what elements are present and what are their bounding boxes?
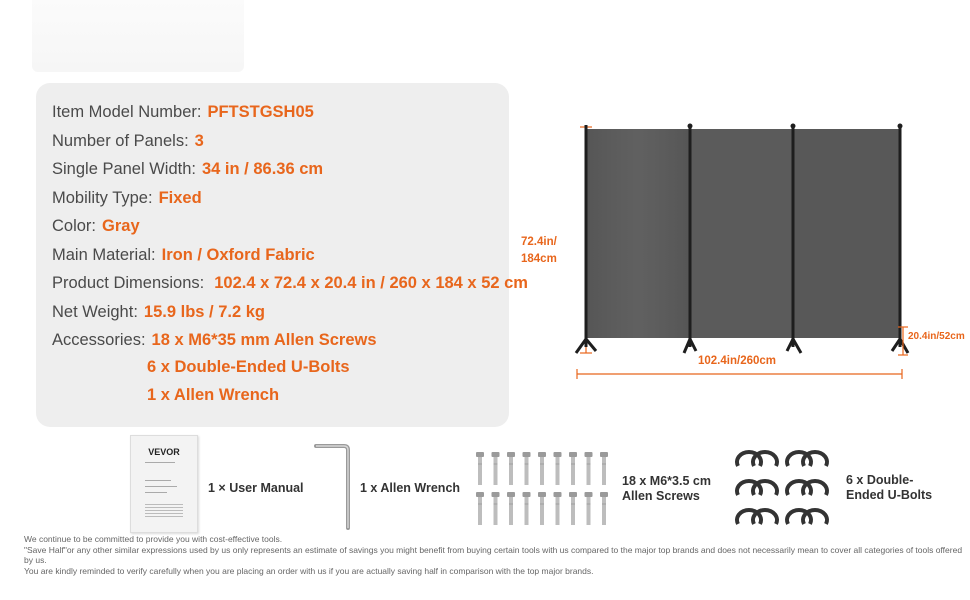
allen-screws-label: 18 x M6*3.5 cm Allen Screws <box>622 474 711 503</box>
header-logo-area <box>32 0 244 72</box>
u-bolts-label: 6 x Double- Ended U-Bolts <box>846 473 933 502</box>
spec-row-material: Main Material: Iron / Oxford Fabric <box>52 246 315 264</box>
disclaimer-line: "Save Half"or any other similar expressions used by us only represents an estimate of savings you might benefit from buying certain tools with us compared to the major top brands and does not necessarily mean to cover all categories of tools offered by us. <box>24 544 963 565</box>
user-manual-label: 1 × User Manual <box>208 481 304 495</box>
spec-row-weight: Net Weight: 15.9 lbs / 7.2 kg <box>52 303 265 321</box>
disclaimer-line: We continue to be committed to provide you with cost-effective tools. <box>24 534 283 544</box>
spec-row-panel-width: Single Panel Width: 34 in / 86.36 cm <box>52 160 324 178</box>
user-manual-image: VEVOR <box>130 435 198 533</box>
depth-dimension-label: 20.4in/52cm <box>908 331 965 342</box>
allen-wrench-icon <box>312 440 354 532</box>
spec-row-accessories: Accessories: 18 x M6*35 mm Allen Screws <box>52 331 377 349</box>
disclaimer-line: You are kindly reminded to verify carefully when you are placing an order with us if you are actually saving half in comparison with the top major brands. <box>24 565 594 576</box>
spec-row-color: Color: Gray <box>52 217 140 235</box>
width-dimension-label: 102.4in/260cm <box>698 355 777 367</box>
u-bolts-icon <box>734 446 834 536</box>
accessory-ubolts: 6 x Double-Ended U-Bolts <box>147 358 350 376</box>
spec-row-mobility: Mobility Type: Fixed <box>52 189 202 207</box>
spec-row-model: Item Model Number: PFTSTGSH05 <box>52 103 314 121</box>
allen-screws-icon <box>474 448 614 534</box>
disclaimer <box>24 534 964 576</box>
allen-wrench-label: 1 x Allen Wrench <box>360 481 461 495</box>
spec-row-dimensions: Product Dimensions: 102.4 x 72.4 x 20.4 in / 260 x 184 x 52 cm <box>52 274 528 292</box>
spec-row-panels: Number of Panels: 3 <box>52 132 204 150</box>
spec-card <box>36 83 528 427</box>
height-dimension-label: 72.4in/ 184cm <box>521 236 557 265</box>
room-divider-diagram <box>560 115 970 385</box>
accessory-wrench: 1 x Allen Wrench <box>147 386 280 404</box>
